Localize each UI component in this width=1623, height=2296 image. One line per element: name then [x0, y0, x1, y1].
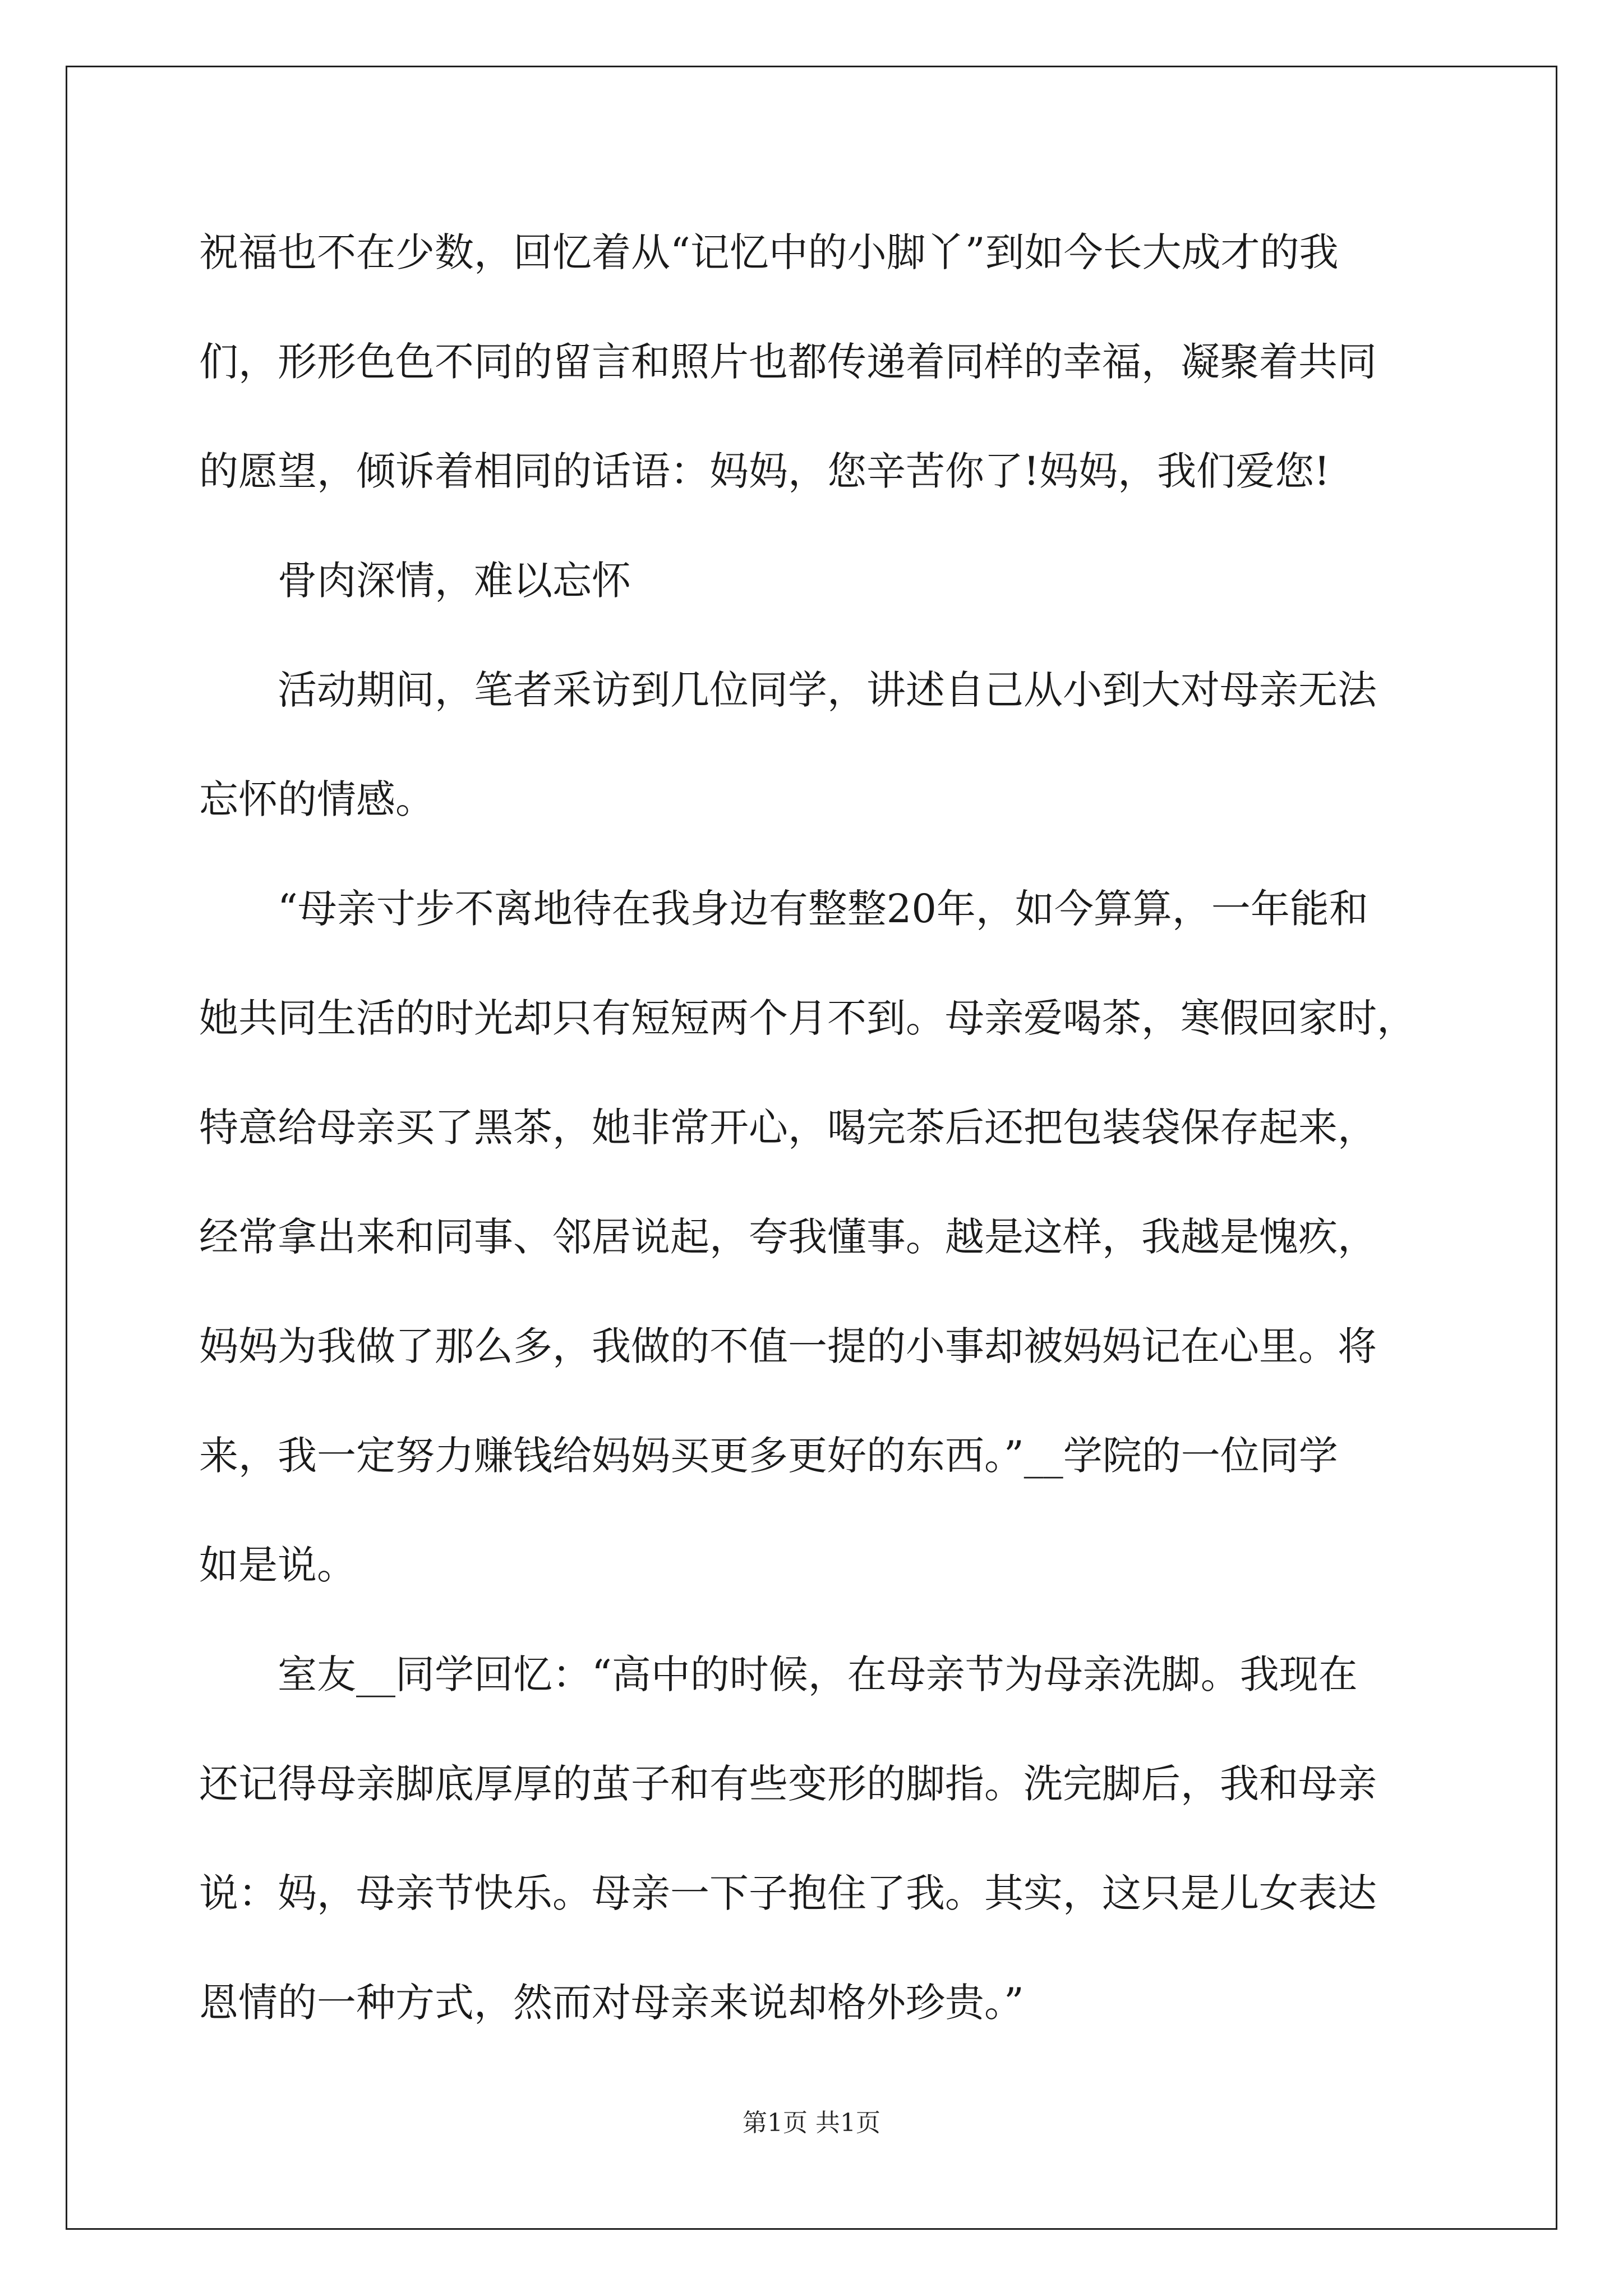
text-line: 活动期间，笔者采访到几位同学，讲述自己从小到大对母亲无法 [278, 667, 1377, 713]
section-heading: 骨肉深情，难以忘怀 [278, 558, 631, 604]
text-line: 的愿望，倾诉着相同的话语：妈妈，您辛苦你了!妈妈，我们爱您! [199, 448, 1330, 494]
text-line: 室友__同学回忆：“高中的时候，在母亲节为母亲洗脚。我现在 [278, 1651, 1358, 1697]
text-line: 恩情的一种方式，然而对母亲来说却格外珍贵。” [199, 1980, 1024, 2026]
text-line: 祝福也不在少数，回忆着从“记忆中的小脚丫”到如今长大成才的我 [199, 229, 1339, 275]
text-line: 经常拿出来和同事、邻居说起，夸我懂事。越是这样，我越是愧疚， [199, 1214, 1377, 1260]
text-line: 妈妈为我做了那么多，我做的不值一提的小事却被妈妈记在心里。将 [199, 1323, 1377, 1369]
text-line: 还记得母亲脚底厚厚的茧子和有些变形的脚指。洗完脚后，我和母亲 [199, 1761, 1377, 1807]
page-footer: 第1页 共1页 [743, 2109, 880, 2137]
text-line: 她共同生活的时光却只有短短两个月不到。母亲爱喝茶，寒假回家时， [199, 995, 1416, 1041]
text-line: “母亲寸步不离地待在我身边有整整20年，如今算算，一年能和 [278, 886, 1368, 932]
text-line: 特意给母亲买了黑茶，她非常开心，喝完茶后还把包装袋保存起来， [199, 1105, 1377, 1151]
text-line: 如是说。 [199, 1542, 356, 1588]
text-line: 来，我一定努力赚钱给妈妈买更多更好的东西。”__学院的一位同学 [199, 1433, 1338, 1479]
text-line: 们，形形色色不同的留言和照片也都传递着同样的幸福，凝聚着共同 [199, 339, 1377, 385]
text-line: 忘怀的情感。 [199, 776, 435, 822]
text-line: 说：妈，母亲节快乐。母亲一下子抱住了我。其实，这只是儿女表达 [199, 1870, 1377, 1916]
document-body [199, 219, 1427, 2078]
